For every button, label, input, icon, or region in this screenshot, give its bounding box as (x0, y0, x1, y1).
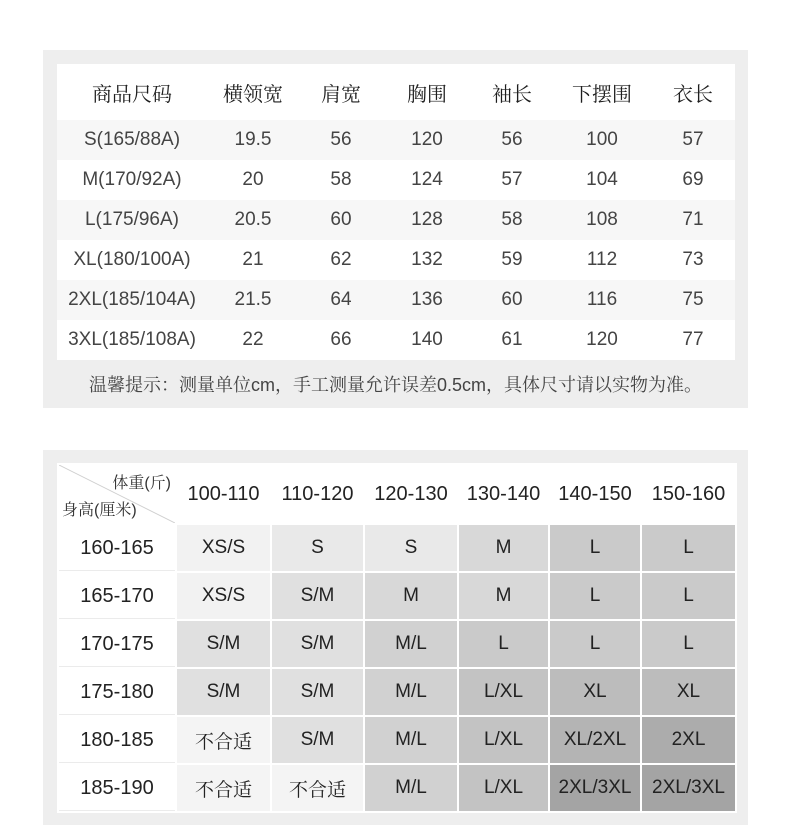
collar-width-cell: 20 (207, 160, 299, 200)
size-recommendation-cell: M/L (364, 620, 458, 668)
hem-cell: 100 (553, 120, 651, 160)
size-recommendation-cell: 不合适 (176, 764, 271, 812)
size-recommendation-cell: M/L (364, 716, 458, 764)
weight-range-header: 150-160 (641, 464, 736, 524)
header-collar-width: 横领宽 (207, 64, 299, 120)
size-cell: XL(180/100A) (57, 240, 207, 280)
header-size: 商品尺码 (57, 64, 207, 120)
length-cell: 77 (651, 320, 735, 360)
size-recommendation-cell: M (458, 572, 549, 620)
fit-row (58, 716, 736, 764)
size-recommendation-cell: L (641, 620, 736, 668)
fit-row (58, 764, 736, 812)
sleeve-length-cell: 57 (471, 160, 553, 200)
collar-width-cell: 22 (207, 320, 299, 360)
fit-guide-panel (43, 450, 748, 825)
header-shoulder-width: 肩宽 (299, 64, 383, 120)
size-recommendation-cell: S/M (176, 668, 271, 716)
size-row (57, 320, 735, 360)
corner-cell (58, 464, 176, 524)
sleeve-length-cell: 60 (471, 280, 553, 320)
length-cell: 69 (651, 160, 735, 200)
collar-width-cell: 20.5 (207, 200, 299, 240)
weight-range-header: 110-120 (271, 464, 364, 524)
size-recommendation-cell: S/M (271, 668, 364, 716)
size-recommendation-cell: 2XL (641, 716, 736, 764)
size-chart-header-row (57, 64, 735, 120)
size-recommendation-cell: L (549, 524, 641, 572)
size-row (57, 280, 735, 320)
hem-cell: 112 (553, 240, 651, 280)
shoulder-width-cell: 62 (299, 240, 383, 280)
size-cell: S(165/88A) (57, 120, 207, 160)
size-cell: 2XL(185/104A) (57, 280, 207, 320)
height-axis-label: 身高(厘米) (62, 502, 137, 519)
size-recommendation-cell: L/XL (458, 668, 549, 716)
shoulder-width-cell: 64 (299, 280, 383, 320)
size-chart-panel (43, 50, 748, 408)
weight-range-header: 100-110 (176, 464, 271, 524)
sleeve-length-cell: 59 (471, 240, 553, 280)
size-recommendation-cell: XL (549, 668, 641, 716)
shoulder-width-cell: 58 (299, 160, 383, 200)
size-row (57, 160, 735, 200)
size-recommendation-cell: M/L (364, 764, 458, 812)
header-sleeve-length: 袖长 (471, 64, 553, 120)
chest-cell: 132 (383, 240, 471, 280)
hem-cell: 116 (553, 280, 651, 320)
length-cell: 57 (651, 120, 735, 160)
chest-cell: 124 (383, 160, 471, 200)
fit-guide-table (57, 463, 737, 813)
size-cell: L(175/96A) (57, 200, 207, 240)
weight-range-header: 140-150 (549, 464, 641, 524)
size-recommendation-cell: 2XL/3XL (549, 764, 641, 812)
height-range-cell: 165-170 (58, 572, 176, 620)
fit-row (58, 668, 736, 716)
chest-cell: 136 (383, 280, 471, 320)
fit-row (58, 524, 736, 572)
height-range-cell: 170-175 (58, 620, 176, 668)
sleeve-length-cell: 56 (471, 120, 553, 160)
shoulder-width-cell: 60 (299, 200, 383, 240)
chest-cell: 128 (383, 200, 471, 240)
size-recommendation-cell: S/M (176, 620, 271, 668)
collar-width-cell: 21.5 (207, 280, 299, 320)
size-recommendation-cell: M (458, 524, 549, 572)
size-recommendation-cell: L/XL (458, 764, 549, 812)
chest-cell: 140 (383, 320, 471, 360)
chest-cell: 120 (383, 120, 471, 160)
height-range-cell: 185-190 (58, 764, 176, 812)
size-row (57, 200, 735, 240)
shoulder-width-cell: 66 (299, 320, 383, 360)
size-cell: M(170/92A) (57, 160, 207, 200)
weight-range-header: 120-130 (364, 464, 458, 524)
length-cell: 75 (651, 280, 735, 320)
size-row (57, 240, 735, 280)
collar-width-cell: 21 (207, 240, 299, 280)
size-recommendation-cell: XS/S (176, 572, 271, 620)
size-recommendation-cell: L (641, 572, 736, 620)
collar-width-cell: 19.5 (207, 120, 299, 160)
size-cell: 3XL(185/108A) (57, 320, 207, 360)
size-chart-table (57, 64, 735, 360)
size-recommendation-cell: 不合适 (271, 764, 364, 812)
fit-row (58, 572, 736, 620)
weight-axis-label: 体重(斤) (112, 475, 171, 492)
shoulder-width-cell: 56 (299, 120, 383, 160)
height-range-cell: 160-165 (58, 524, 176, 572)
size-recommendation-cell: L (549, 572, 641, 620)
length-cell: 73 (651, 240, 735, 280)
size-recommendation-cell: L (458, 620, 549, 668)
weight-range-header: 130-140 (458, 464, 549, 524)
header-hem: 下摆围 (553, 64, 651, 120)
length-cell: 71 (651, 200, 735, 240)
size-recommendation-cell: S/M (271, 716, 364, 764)
height-range-cell: 175-180 (58, 668, 176, 716)
size-recommendation-cell: M/L (364, 668, 458, 716)
size-recommendation-cell: L (641, 524, 736, 572)
size-recommendation-cell: 2XL/3XL (641, 764, 736, 812)
hem-cell: 120 (553, 320, 651, 360)
size-recommendation-cell: M (364, 572, 458, 620)
fit-row (58, 620, 736, 668)
hem-cell: 108 (553, 200, 651, 240)
size-recommendation-cell: L (549, 620, 641, 668)
hem-cell: 104 (553, 160, 651, 200)
size-recommendation-cell: S (364, 524, 458, 572)
sleeve-length-cell: 58 (471, 200, 553, 240)
height-range-cell: 180-185 (58, 716, 176, 764)
size-recommendation-cell: 不合适 (176, 716, 271, 764)
size-recommendation-cell: S/M (271, 572, 364, 620)
size-recommendation-cell: L/XL (458, 716, 549, 764)
size-recommendation-cell: XL (641, 668, 736, 716)
header-length: 衣长 (651, 64, 735, 120)
measurement-note: 温馨提示：测量单位cm，手工测量允许误差0.5cm，具体尺寸请以实物为准。 (88, 375, 702, 395)
size-recommendation-cell: S (271, 524, 364, 572)
size-row (57, 120, 735, 160)
size-recommendation-cell: XS/S (176, 524, 271, 572)
fit-header-row (58, 464, 736, 524)
sleeve-length-cell: 61 (471, 320, 553, 360)
size-recommendation-cell: S/M (271, 620, 364, 668)
size-recommendation-cell: XL/2XL (549, 716, 641, 764)
header-chest: 胸围 (383, 64, 471, 120)
